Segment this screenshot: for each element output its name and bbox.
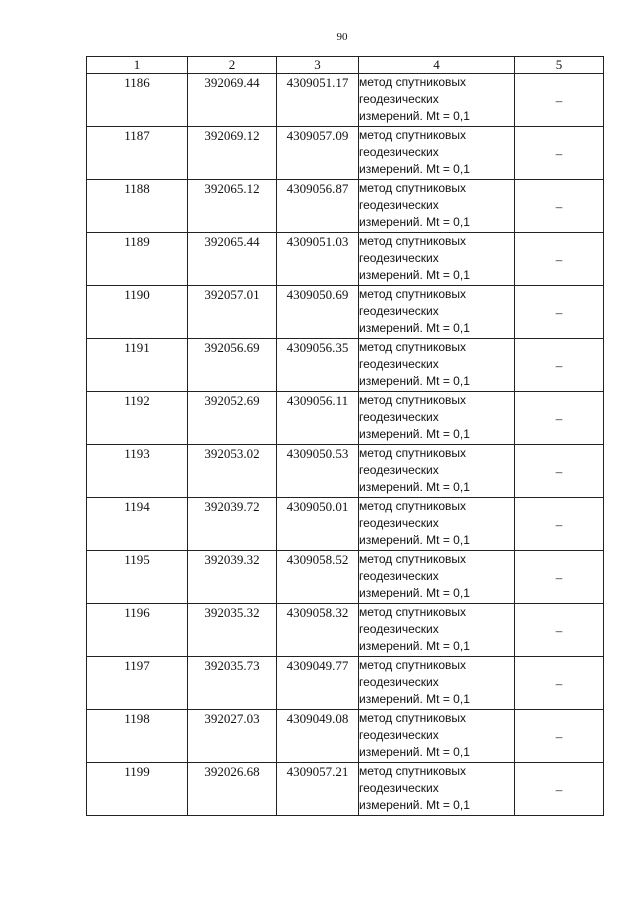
method-line-2: геодезических [359, 145, 439, 159]
method-line-1: метод спутниковых [359, 711, 467, 725]
point-number-cell: 1198 [87, 710, 188, 763]
y-coordinate-cell: 4309050.53 [277, 445, 359, 498]
method-line-1: метод спутниковых [359, 287, 467, 301]
method-line-2: геодезических [359, 516, 439, 530]
column-header-4: 4 [359, 57, 515, 74]
method-cell [359, 339, 515, 392]
method-cell [359, 180, 515, 233]
column-header-5: 5 [515, 57, 604, 74]
y-coordinate-cell: 4309058.52 [277, 551, 359, 604]
column-header-3: 3 [277, 57, 359, 74]
description-cell: – [515, 180, 604, 233]
method-line-2: геодезических [359, 781, 439, 795]
method-line-1: метод спутниковых [359, 499, 467, 513]
y-coordinate-cell: 4309051.17 [277, 74, 359, 127]
point-number-cell: 1199 [87, 763, 188, 816]
method-line-2: геодезических [359, 675, 439, 689]
method-cell [359, 286, 515, 339]
description-cell: – [515, 604, 604, 657]
method-line-2: геодезических [359, 357, 439, 371]
y-coordinate-cell: 4309050.69 [277, 286, 359, 339]
y-coordinate-cell: 4309056.11 [277, 392, 359, 445]
method-line-1: метод спутниковых [359, 658, 467, 672]
y-coordinate-cell: 4309049.08 [277, 710, 359, 763]
table-body [87, 74, 604, 816]
method-cell [359, 233, 515, 286]
page-number: 90 [336, 31, 348, 43]
y-coordinate-cell: 4309058.32 [277, 604, 359, 657]
method-line-2: геодезических [359, 569, 439, 583]
method-cell [359, 763, 515, 816]
y-coordinate-cell: 4309057.09 [277, 127, 359, 180]
coordinates-table [86, 56, 604, 816]
y-coordinate-cell: 4309050.01 [277, 498, 359, 551]
method-line-1: метод спутниковых [359, 393, 467, 407]
point-number-cell: 1190 [87, 286, 188, 339]
method-line-2: геодезических [359, 251, 439, 265]
point-number-cell: 1192 [87, 392, 188, 445]
method-line-2: геодезических [359, 728, 439, 742]
method-line-2: геодезических [359, 463, 439, 477]
method-line-3: измерений. Mt = 0,1 [359, 639, 470, 653]
point-number-cell: 1195 [87, 551, 188, 604]
method-line-2: геодезических [359, 198, 439, 212]
table-row [87, 445, 604, 498]
y-coordinate-cell: 4309057.21 [277, 763, 359, 816]
method-cell [359, 392, 515, 445]
y-coordinate-cell: 4309056.35 [277, 339, 359, 392]
x-coordinate-cell: 392039.72 [188, 498, 277, 551]
table-row [87, 498, 604, 551]
description-cell: – [515, 763, 604, 816]
x-coordinate-cell: 392057.01 [188, 286, 277, 339]
table-row [87, 339, 604, 392]
method-cell [359, 74, 515, 127]
method-line-1: метод спутниковых [359, 340, 467, 354]
method-line-3: измерений. Mt = 0,1 [359, 109, 470, 123]
method-line-3: измерений. Mt = 0,1 [359, 321, 470, 335]
y-coordinate-cell: 4309056.87 [277, 180, 359, 233]
method-cell [359, 445, 515, 498]
table-row [87, 286, 604, 339]
point-number-cell: 1194 [87, 498, 188, 551]
point-number-cell: 1187 [87, 127, 188, 180]
x-coordinate-cell: 392026.68 [188, 763, 277, 816]
table-row [87, 657, 604, 710]
x-coordinate-cell: 392056.69 [188, 339, 277, 392]
method-line-1: метод спутниковых [359, 181, 467, 195]
point-number-cell: 1191 [87, 339, 188, 392]
column-header-1: 1 [87, 57, 188, 74]
table-header-row [87, 57, 604, 74]
method-line-3: измерений. Mt = 0,1 [359, 215, 470, 229]
column-header-2: 2 [188, 57, 277, 74]
x-coordinate-cell: 392069.12 [188, 127, 277, 180]
method-line-3: измерений. Mt = 0,1 [359, 692, 470, 706]
method-cell [359, 551, 515, 604]
table-row [87, 233, 604, 286]
method-cell [359, 498, 515, 551]
description-cell: – [515, 286, 604, 339]
x-coordinate-cell: 392035.32 [188, 604, 277, 657]
method-line-3: измерений. Mt = 0,1 [359, 533, 470, 547]
method-line-3: измерений. Mt = 0,1 [359, 162, 470, 176]
table-row [87, 392, 604, 445]
table-row [87, 604, 604, 657]
method-line-3: измерений. Mt = 0,1 [359, 798, 470, 812]
method-line-1: метод спутниковых [359, 605, 467, 619]
x-coordinate-cell: 392035.73 [188, 657, 277, 710]
description-cell: – [515, 233, 604, 286]
description-cell: – [515, 445, 604, 498]
method-line-1: метод спутниковых [359, 75, 467, 89]
table-row [87, 551, 604, 604]
x-coordinate-cell: 392065.12 [188, 180, 277, 233]
method-line-1: метод спутниковых [359, 764, 467, 778]
method-line-1: метод спутниковых [359, 552, 467, 566]
description-cell: – [515, 551, 604, 604]
y-coordinate-cell: 4309049.77 [277, 657, 359, 710]
description-cell: – [515, 127, 604, 180]
x-coordinate-cell: 392027.03 [188, 710, 277, 763]
method-line-1: метод спутниковых [359, 234, 467, 248]
method-line-1: метод спутниковых [359, 446, 467, 460]
point-number-cell: 1188 [87, 180, 188, 233]
method-line-3: измерений. Mt = 0,1 [359, 586, 470, 600]
table-row [87, 763, 604, 816]
method-line-2: геодезических [359, 410, 439, 424]
method-cell [359, 604, 515, 657]
method-line-3: измерений. Mt = 0,1 [359, 427, 470, 441]
method-line-3: измерений. Mt = 0,1 [359, 374, 470, 388]
description-cell: – [515, 657, 604, 710]
method-line-3: измерений. Mt = 0,1 [359, 268, 470, 282]
y-coordinate-cell: 4309051.03 [277, 233, 359, 286]
point-number-cell: 1196 [87, 604, 188, 657]
x-coordinate-cell: 392069.44 [188, 74, 277, 127]
description-cell: – [515, 74, 604, 127]
method-line-2: геодезических [359, 304, 439, 318]
description-cell: – [515, 710, 604, 763]
point-number-cell: 1193 [87, 445, 188, 498]
x-coordinate-cell: 392039.32 [188, 551, 277, 604]
x-coordinate-cell: 392065.44 [188, 233, 277, 286]
point-number-cell: 1186 [87, 74, 188, 127]
x-coordinate-cell: 392053.02 [188, 445, 277, 498]
description-cell: – [515, 339, 604, 392]
table-row [87, 74, 604, 127]
method-line-3: измерений. Mt = 0,1 [359, 745, 470, 759]
method-line-2: геодезических [359, 622, 439, 636]
method-line-2: геодезических [359, 92, 439, 106]
table-row [87, 180, 604, 233]
table-row [87, 127, 604, 180]
description-cell: – [515, 392, 604, 445]
point-number-cell: 1189 [87, 233, 188, 286]
method-line-3: измерений. Mt = 0,1 [359, 480, 470, 494]
table-row [87, 710, 604, 763]
method-line-1: метод спутниковых [359, 128, 467, 142]
method-cell [359, 710, 515, 763]
method-cell [359, 127, 515, 180]
point-number-cell: 1197 [87, 657, 188, 710]
description-cell: – [515, 498, 604, 551]
x-coordinate-cell: 392052.69 [188, 392, 277, 445]
method-cell [359, 657, 515, 710]
